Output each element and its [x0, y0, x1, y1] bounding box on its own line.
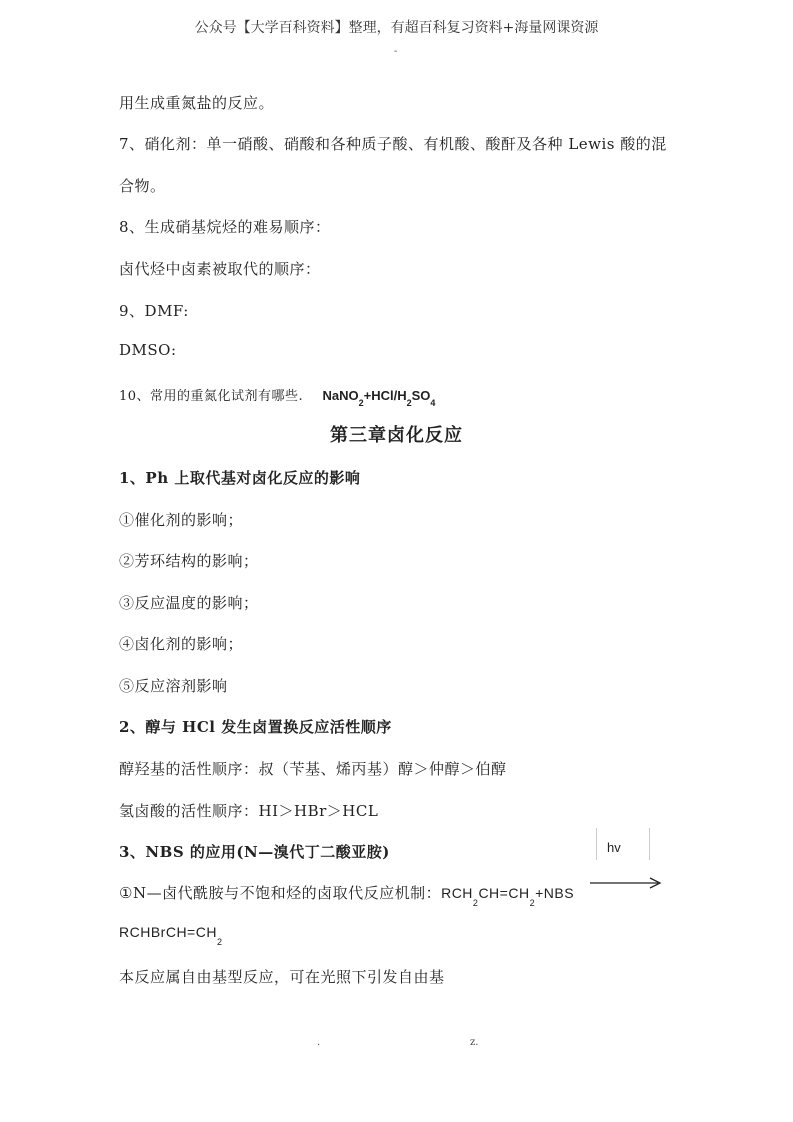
- chapter-title: 第三章卤化反应: [330, 425, 463, 446]
- product-formula: $RCHBrCH=CH_2$: [119, 924, 223, 947]
- acid-activity-line: 氢卤酸的活性顺序：HI＞HBr＞HCL: [119, 802, 379, 820]
- nitration-agents-line: 7、硝化剂：单一硝酸、硝酸和各种质子酸、有机酸、酸酐及各种 Lewis 酸的混: [119, 135, 667, 153]
- header-dash: -: [394, 46, 398, 57]
- list-item: ③反应温度的影响；: [119, 594, 259, 612]
- hv-label: hv: [607, 840, 621, 855]
- section-heading: 2、醇与 HCl 发生卤置换反应活性顺序: [119, 718, 392, 736]
- hv-box: [596, 828, 650, 860]
- text-line: 用生成重氮盐的反应。: [119, 94, 275, 112]
- dmf-line: 9、DMF:: [119, 302, 189, 320]
- radical-note-line: 本反应属自由基型反应，可在光照下引发自由基: [119, 968, 445, 986]
- list-item: ②芳环结构的影响；: [119, 552, 259, 570]
- mechanism-formula: $RCH_2CH=CH_2+NBS$: [441, 885, 575, 908]
- page-header: 公众号【大学百科资料】整理，有超百科复习资料+海量网课资源: [194, 20, 599, 36]
- text-line: 合物。: [119, 177, 166, 195]
- dmso-line: DMSO:: [119, 341, 177, 359]
- nitroalkane-order-line: 8、生成硝基烷烃的难易顺序：: [119, 218, 331, 236]
- footer-left-mark: .: [317, 1037, 321, 1048]
- list-item: ⑤反应溶剂影响: [119, 677, 228, 695]
- section-heading: 3、NBS 的应用(N—溴代丁二酸亚胺): [119, 843, 390, 861]
- section-heading: 1、Ph 上取代基对卤化反应的影响: [119, 469, 361, 487]
- alcohol-activity-line: 醇羟基的活性顺序：叔（苄基、烯丙基）醇＞仲醇＞伯醇: [119, 760, 507, 778]
- halogen-order-line: 卤代烃中卤素被取代的顺序：: [119, 260, 321, 278]
- mechanism-label: ①N—卤代酰胺与不饱和烃的卤取代反应机制：: [119, 884, 442, 902]
- diazotization-formula: $NaNO_2+HCl/H_2SO_4$: [322, 388, 436, 408]
- diazotization-label: 10、常用的重氮化试剂有哪些.: [119, 389, 304, 404]
- list-item: ④卤化剂的影响；: [119, 635, 244, 653]
- list-item: ①催化剂的影响；: [119, 511, 244, 529]
- footer-right-mark: z.: [470, 1037, 479, 1048]
- diazotization-line: [119, 385, 435, 408]
- nbs-mechanism-line: [119, 882, 575, 908]
- reaction-arrow: [590, 876, 664, 890]
